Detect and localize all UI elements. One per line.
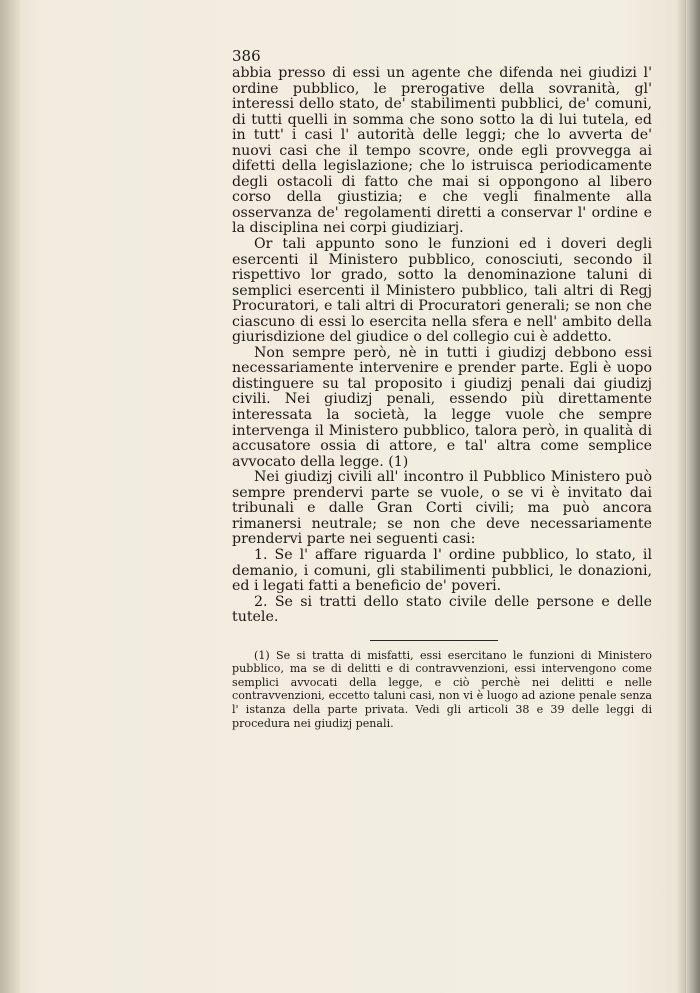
footnote-text: (1) Se si tratta di misfatti, essi esercitano le funzioni di Ministero pubblico, ma se di delitti e di contravvenzioni, essi intervengono come semplici avvocati della legge, e ciò perchè nei delitti e nelle contravvenzioni, eccetto taluni casi, non vi è luogo ad azione penale senza l' istanza della parte privata. Vedi gli articoli 38 e 39 delle leggi di procedura nei giudizj penali. — [232, 648, 652, 730]
page-number: 386 — [232, 47, 261, 65]
paragraph-1: abbia presso di essi un agente che difenda nei giudizi l' ordine pubblico, le prerogative della sovranità, gl' interessi dello stato, de' stabilimenti pubblici, de' comuni, di tutti quelli in somma che sono sotto la di lui tutela, ed in tutt' i casi l' autorità delle leggi; che lo avverta de' nuovi casi che il tempo scovre, onde egli provvegga ai difetti della legislazione; che lo istruisca periodicamente degli ostacoli di fatto che mai si oppongono al libero corso della giustizia; e che vegli finalmente alla osservanza de' regolamenti diretti a conservar l' ordine e la disciplina nei corpi giudiziarj. — [232, 65, 652, 237]
footnote-rule — [370, 640, 498, 641]
main-text — [232, 66, 652, 626]
paragraph-3: Non sempre però, nè in tutti i giudizj debbono essi necessariamente intervenire e prender parte. Egli è uopo distinguere su tal proposito i giudizj penali dai giudizj civili. Nei giudizj penali, essendo più direttamente interessata la società, la legge vuole che sempre intervenga il Ministero pubblico, talora però, in qualità di accusatore ossia di attore, e tal' altra come semplice avvocato della legge. (1) — [232, 344, 652, 470]
footnote — [232, 649, 652, 731]
page-gutter — [0, 0, 20, 993]
list-item-1: 1. Se l' affare riguarda l' ordine pubblico, lo stato, il demanio, i comuni, gli stabilimenti pubblici, le donazioni, ed i legati fatti a beneficio de' poveri. — [232, 546, 652, 595]
page-edge — [686, 0, 700, 993]
paragraph-2: Or tali appunto sono le funzioni ed i doveri degli esercenti il Ministero pubblico, conosciuti, secondo il rispettivo lor grado, sotto la denominazione taluni di semplici esercenti il Ministero pubblico, tali altri di Regj Procuratori, e tali altri di Procuratori generali; se non che ciascuno di essi lo esercita nella sfera e nell' ambito della giurisdizione del giudice o del collegio cui è addetto. — [232, 236, 652, 346]
list-item-2: 2. Se si tratti dello stato civile delle persone e delle tutele. — [232, 593, 652, 626]
paragraph-4: Nei giudizj civili all' incontro il Pubblico Ministero può sempre prendervi parte se vuole, o se vi è invitato dai tribunali e dalle Gran Corti civili; ma può ancora rimanersi neutrale; se non che deve necessariamente prendervi parte nei seguenti casi: — [232, 469, 652, 548]
page-text-block — [232, 48, 652, 730]
